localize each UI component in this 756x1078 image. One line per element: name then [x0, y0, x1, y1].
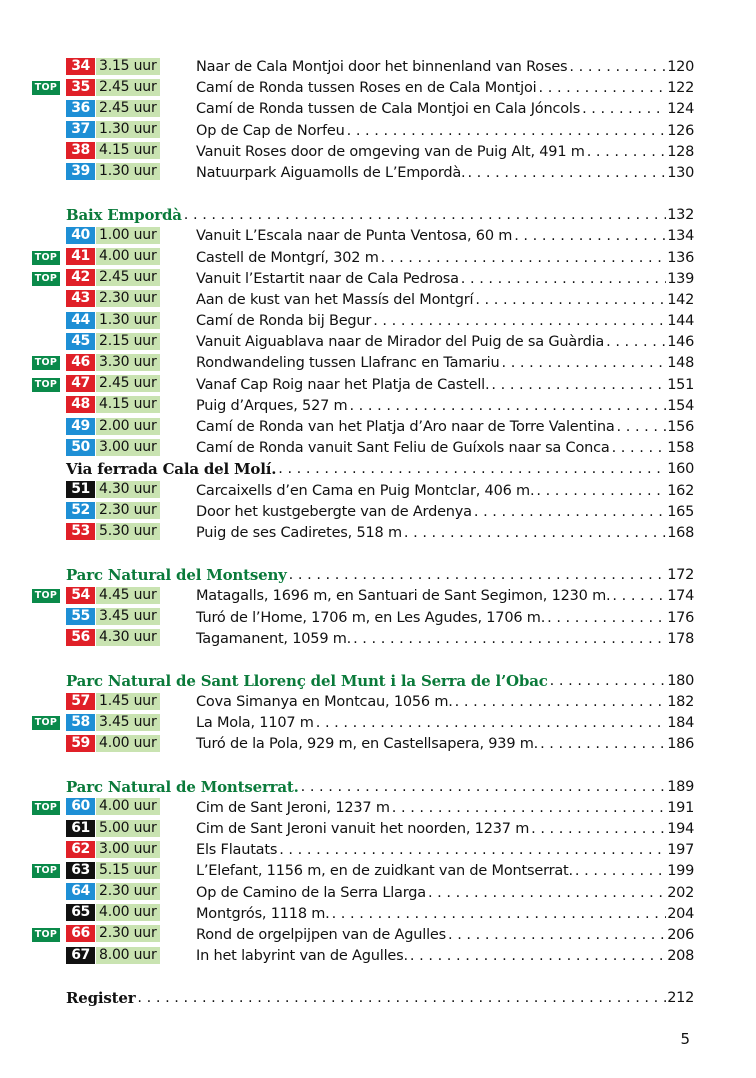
dot-leader — [473, 290, 666, 311]
toc-line — [194, 713, 694, 734]
entry-title: Baix Empordà — [66, 206, 182, 225]
route-duration: 2.00 uur — [96, 418, 160, 435]
entry-page-number: 124 — [667, 101, 694, 118]
entry-title: Camí de Ronda vanuit Sant Feliu de Guíxols naar sa Conca — [196, 440, 610, 457]
entry-page-number: 148 — [667, 355, 694, 372]
toc-line — [194, 904, 694, 925]
entry-title: Aan de kust van het Massís del Montgrí — [196, 291, 474, 308]
route-duration: 2.30 uur — [96, 925, 160, 942]
entry-page-number: 151 — [667, 376, 694, 393]
entry-title: Vanaf Cap Roig naar het Platja de Castell. — [196, 376, 490, 393]
route-duration: 4.15 uur — [96, 396, 160, 413]
toc-route-entry[interactable] — [32, 375, 694, 396]
entry-title: Camí de Ronda bij Begur — [196, 313, 372, 330]
toc-route-entry[interactable] — [32, 629, 694, 650]
toc-line — [194, 798, 694, 819]
route-number-badge: 60 — [66, 798, 95, 815]
entry-page-number: 199 — [667, 863, 694, 880]
dot-leader — [465, 163, 666, 184]
entry-page-number: 128 — [667, 143, 694, 160]
entry-title: Cim de Sant Jeroni vanuit het noorden, 1237 m — [196, 821, 530, 837]
toc-route-entry[interactable] — [32, 734, 694, 755]
route-duration: 2.30 uur — [96, 290, 160, 307]
dot-leader — [379, 248, 666, 269]
route-number-badge: 65 — [66, 904, 95, 921]
toc-route-entry[interactable] — [32, 819, 694, 840]
toc-line — [194, 78, 694, 99]
entry-title: Turó de la Pola, 929 m, en Castellsapera, 939 m. — [196, 736, 539, 753]
route-duration: 3.45 uur — [96, 608, 160, 625]
entry-page-number: 194 — [667, 821, 694, 837]
route-duration: 1.00 uur — [96, 227, 160, 244]
toc-line — [194, 396, 694, 417]
toc-route-entry[interactable] — [32, 142, 694, 163]
route-number-badge: 58 — [66, 714, 95, 731]
toc-line — [194, 353, 694, 374]
top-badge: TOP — [32, 716, 60, 730]
toc-section-heading[interactable] — [32, 205, 694, 226]
toc-route-entry[interactable] — [32, 523, 694, 544]
route-number-badge: 39 — [66, 163, 95, 180]
route-number-badge: 63 — [66, 862, 95, 879]
route-number-badge: 42 — [66, 269, 95, 286]
toc-route-entry[interactable] — [32, 248, 694, 269]
toc-route-entry[interactable] — [32, 608, 694, 629]
toc-route-entry[interactable] — [32, 163, 694, 184]
entry-title: Parc Natural del Montseny — [66, 566, 287, 585]
dot-leader — [299, 777, 666, 798]
route-duration: 1.30 uur — [96, 163, 160, 180]
route-duration: 4.15 uur — [96, 142, 160, 159]
toc-line — [194, 438, 694, 459]
top-badge: TOP — [32, 589, 60, 603]
route-duration: 3.15 uur — [96, 58, 160, 75]
route-duration: 1.30 uur — [96, 121, 160, 138]
entry-page-number: 184 — [667, 715, 694, 732]
route-duration: 4.00 uur — [96, 798, 160, 815]
entry-page-number: 208 — [667, 948, 694, 965]
route-duration: 5.15 uur — [96, 862, 160, 879]
entry-title: Vanuit Aiguablava naar de Mirador del Puig de sa Guàrdia — [196, 334, 605, 351]
dot-leader — [446, 925, 666, 946]
top-badge: TOP — [32, 928, 60, 942]
entry-title: Parc Natural de Sant Llorenç del Munt i la Serra de l’Obac — [66, 671, 548, 690]
toc-line — [194, 311, 694, 332]
dot-leader — [538, 734, 666, 755]
entry-page-number: 126 — [667, 122, 694, 139]
route-duration: 3.45 uur — [96, 714, 160, 731]
toc-route-entry[interactable] — [32, 226, 694, 247]
route-duration: 4.30 uur — [96, 629, 160, 646]
dot-leader — [371, 311, 666, 332]
route-number-badge: 59 — [66, 735, 95, 752]
dot-leader — [347, 396, 666, 417]
route-number-badge: 36 — [66, 100, 95, 117]
entry-title: Els Flautats — [196, 842, 278, 859]
toc-route-entry[interactable] — [32, 290, 694, 311]
route-duration: 4.45 uur — [96, 587, 160, 604]
toc-route-entry[interactable] — [32, 904, 694, 925]
route-number-badge: 43 — [66, 290, 95, 307]
toc-line — [194, 629, 694, 650]
toc-route-entry[interactable] — [32, 502, 694, 523]
entry-title: Tagamanent, 1059 m. — [196, 630, 352, 647]
entry-page-number: 212 — [667, 990, 694, 1007]
entry-page-number: 146 — [667, 334, 694, 351]
entry-title: Montgrós, 1118 m. — [196, 905, 330, 922]
route-number-badge: 64 — [66, 883, 95, 900]
toc-line — [194, 142, 694, 163]
route-duration: 8.00 uur — [96, 947, 160, 964]
dot-leader — [277, 840, 666, 861]
entry-page-number: 176 — [667, 609, 694, 626]
toc-route-entry[interactable] — [32, 269, 694, 290]
toc-line — [194, 819, 694, 840]
toc-route-entry[interactable] — [32, 438, 694, 459]
toc-route-entry[interactable] — [32, 57, 694, 78]
dot-leader — [351, 629, 666, 650]
toc-route-entry[interactable] — [32, 883, 694, 904]
toc-section-heading[interactable] — [32, 671, 694, 692]
top-badge: TOP — [32, 356, 60, 370]
entry-title: Vanuit Roses door de omgeving van de Puig Alt, 491 m — [196, 143, 585, 160]
entry-page-number: 204 — [667, 905, 694, 922]
dot-leader — [537, 78, 666, 99]
entry-title: Rond de orgelpijpen van de Agulles — [196, 926, 446, 943]
top-badge: TOP — [32, 272, 60, 286]
top-badge: TOP — [32, 801, 60, 815]
entry-title: Turó de l’Home, 1706 m, en Les Agudes, 1706 m. — [196, 609, 546, 626]
toc-line — [194, 608, 694, 629]
route-number-badge: 57 — [66, 693, 95, 710]
dot-leader — [330, 904, 666, 925]
dot-leader — [472, 502, 666, 523]
entry-title: Cova Simanya en Montcau, 1056 m. — [196, 694, 453, 711]
dot-leader — [529, 819, 666, 840]
toc-line — [194, 163, 694, 184]
section-spacer — [32, 650, 694, 671]
toc-line — [66, 777, 694, 798]
entry-title: Vanuit l’Estartit naar de Cala Pedrosa — [196, 270, 459, 287]
dot-leader — [585, 142, 666, 163]
entry-title: Vanuit L’Escala naar de Punta Ventosa, 60 m — [196, 228, 513, 245]
route-duration: 1.45 uur — [96, 693, 160, 710]
dot-leader — [610, 586, 666, 607]
entry-title: Op de Cap de Norfeu — [196, 122, 345, 139]
entry-page-number: 139 — [667, 270, 694, 287]
entry-page-number: 154 — [667, 397, 694, 414]
toc-route-entry[interactable] — [32, 99, 694, 120]
dot-leader — [545, 608, 666, 629]
entry-page-number: 158 — [667, 440, 694, 457]
route-duration: 2.45 uur — [96, 100, 160, 117]
entry-title: In het labyrint van de Agulles. — [196, 948, 408, 965]
entry-page-number: 120 — [667, 59, 694, 75]
entry-page-number: 165 — [667, 503, 694, 520]
toc-line — [194, 99, 694, 120]
toc-route-entry[interactable] — [32, 840, 694, 861]
route-duration: 2.30 uur — [96, 883, 160, 900]
entry-title: Parc Natural de Montserrat. — [66, 777, 299, 796]
toc-route-entry[interactable] — [32, 692, 694, 713]
entry-page-number: 160 — [667, 461, 694, 478]
toc-line — [194, 248, 694, 269]
route-duration: 2.30 uur — [96, 502, 160, 519]
entry-page-number: 186 — [667, 736, 694, 753]
toc-line — [194, 57, 694, 78]
entry-title: Camí de Ronda tussen Roses en de Cala Montjoi — [196, 80, 537, 97]
route-number-badge: 50 — [66, 439, 95, 456]
entry-title: Naar de Cala Montjoi door het binnenland van Roses — [196, 59, 568, 75]
dot-leader — [408, 946, 666, 967]
entry-title: Natuurpark Aiguamolls de L’Empordà. — [196, 164, 466, 181]
route-number-badge: 44 — [66, 312, 95, 329]
toc-line — [194, 861, 694, 882]
route-number-badge: 45 — [66, 333, 95, 350]
route-number-badge: 34 — [66, 58, 95, 75]
entry-page-number: 130 — [667, 164, 694, 181]
toc-line — [66, 988, 694, 1009]
dot-leader — [499, 353, 666, 374]
dot-leader — [287, 565, 666, 586]
dot-leader — [402, 523, 666, 544]
section-spacer — [32, 544, 694, 565]
entry-title: Carcaixells d’en Cama en Puig Montclar, 406 m. — [196, 482, 535, 499]
toc-route-entry[interactable] — [32, 353, 694, 374]
route-number-badge: 48 — [66, 396, 95, 413]
route-duration: 4.00 uur — [96, 735, 160, 752]
route-number-badge: 67 — [66, 947, 95, 964]
route-number-badge: 35 — [66, 79, 95, 96]
toc-line — [66, 205, 694, 226]
entry-title: Door het kustgebergte van de Ardenya — [196, 503, 472, 520]
entry-title: Register — [66, 989, 136, 1008]
entry-page-number: 144 — [667, 313, 694, 330]
route-number-badge: 38 — [66, 142, 95, 159]
toc-line — [194, 946, 694, 967]
route-number-badge: 37 — [66, 121, 95, 138]
toc-line — [194, 269, 694, 290]
table-of-contents — [32, 57, 694, 1010]
route-number-badge: 61 — [66, 820, 95, 837]
route-number-badge: 41 — [66, 248, 95, 265]
entry-page-number: 156 — [667, 419, 694, 435]
toc-line — [66, 565, 694, 586]
top-badge: TOP — [32, 81, 60, 95]
entry-page-number: 132 — [667, 207, 694, 224]
toc-route-entry[interactable] — [32, 396, 694, 417]
toc-line — [194, 290, 694, 311]
entry-page-number: 136 — [667, 249, 694, 266]
toc-line — [194, 586, 694, 607]
entry-page-number: 182 — [667, 694, 694, 711]
toc-line — [194, 502, 694, 523]
route-number-badge: 56 — [66, 629, 95, 646]
route-number-badge: 47 — [66, 375, 95, 392]
route-number-badge: 51 — [66, 481, 95, 498]
route-duration: 2.45 uur — [96, 375, 160, 392]
dot-leader — [453, 692, 666, 713]
entry-title: La Mola, 1107 m — [196, 715, 314, 732]
route-number-badge: 49 — [66, 418, 95, 435]
top-badge: TOP — [32, 864, 60, 878]
route-number-badge: 52 — [66, 502, 95, 519]
toc-line — [194, 226, 694, 247]
dot-leader — [390, 798, 666, 819]
entry-page-number: 162 — [667, 482, 694, 499]
entry-title: Rondwandeling tussen Llafranc en Tamariu — [196, 355, 500, 372]
dot-leader — [580, 99, 666, 120]
entry-title: Puig d’Arques, 527 m — [196, 397, 348, 414]
route-number-badge: 66 — [66, 925, 95, 942]
route-duration: 3.30 uur — [96, 354, 160, 371]
entry-title: Op de Camino de la Serra Llarga — [196, 884, 426, 901]
entry-title: Via ferrada Cala del Molí. — [66, 460, 277, 479]
route-duration: 5.00 uur — [96, 820, 160, 837]
route-duration: 5.30 uur — [96, 523, 160, 540]
section-spacer — [32, 756, 694, 777]
toc-route-entry[interactable] — [32, 121, 694, 142]
entry-title: Cim de Sant Jeroni, 1237 m — [196, 799, 390, 816]
dot-leader — [426, 883, 666, 904]
dot-leader — [615, 417, 666, 438]
dot-leader — [459, 269, 666, 290]
toc-subheading[interactable] — [32, 459, 694, 480]
toc-route-entry[interactable] — [32, 332, 694, 353]
toc-line — [66, 671, 694, 692]
dot-leader — [548, 671, 666, 692]
dot-leader — [610, 438, 666, 459]
dot-leader — [276, 459, 666, 480]
entry-title: Castell de Montgrí, 302 m — [196, 249, 379, 266]
toc-line — [194, 734, 694, 755]
dot-leader — [489, 375, 666, 396]
toc-route-entry[interactable] — [32, 78, 694, 99]
toc-route-entry[interactable] — [32, 798, 694, 819]
toc-line — [194, 481, 694, 502]
toc-route-entry[interactable] — [32, 586, 694, 607]
entry-page-number: 122 — [667, 80, 694, 97]
entry-page-number: 197 — [667, 842, 694, 859]
entry-page-number: 142 — [667, 291, 694, 308]
toc-line — [194, 692, 694, 713]
dot-leader — [182, 205, 666, 226]
toc-line — [194, 925, 694, 946]
dot-leader — [573, 861, 666, 882]
toc-route-entry[interactable] — [32, 481, 694, 502]
entry-page-number: 168 — [667, 524, 694, 541]
route-duration: 2.15 uur — [96, 333, 160, 350]
entry-title: Matagalls, 1696 m, en Santuari de Sant Segimon, 1230 m. — [196, 588, 611, 605]
route-duration: 4.30 uur — [96, 481, 160, 498]
route-number-badge: 62 — [66, 841, 95, 858]
dot-leader — [534, 481, 666, 502]
dot-leader — [314, 713, 666, 734]
route-duration: 2.45 uur — [96, 269, 160, 286]
dot-leader — [135, 988, 666, 1009]
dot-leader — [567, 57, 666, 78]
entry-page-number: 191 — [667, 799, 694, 816]
entry-title: Puig de ses Cadiretes, 518 m — [196, 524, 402, 541]
entry-page-number: 202 — [667, 884, 694, 901]
toc-route-entry[interactable] — [32, 713, 694, 734]
dot-leader — [512, 226, 666, 247]
entry-title: Camí de Ronda tussen de Cala Montjoi en Cala Jóncols — [196, 101, 581, 118]
toc-line — [194, 523, 694, 544]
route-duration: 2.45 uur — [96, 79, 160, 96]
route-number-badge: 55 — [66, 608, 95, 625]
entry-page-number: 134 — [667, 228, 694, 245]
top-badge: TOP — [32, 378, 60, 392]
route-duration: 3.00 uur — [96, 841, 160, 858]
route-number-badge: 46 — [66, 354, 95, 371]
top-badge: TOP — [32, 251, 60, 265]
toc-line — [194, 332, 694, 353]
section-spacer — [32, 184, 694, 205]
route-number-badge: 40 — [66, 227, 95, 244]
dot-leader — [345, 121, 666, 142]
section-spacer — [32, 967, 694, 988]
toc-route-entry[interactable] — [32, 946, 694, 967]
route-duration: 3.00 uur — [96, 439, 160, 456]
dot-leader — [604, 332, 666, 353]
route-duration: 4.00 uur — [96, 248, 160, 265]
entry-page-number: 206 — [667, 926, 694, 943]
entry-title: L’Elefant, 1156 m, en de zuidkant van de Montserrat. — [196, 863, 573, 880]
toc-section-heading[interactable] — [32, 565, 694, 586]
toc-line — [194, 375, 694, 396]
entry-title: Camí de Ronda van het Platja d’Aro naar de Torre Valentina — [196, 419, 615, 435]
toc-line — [66, 459, 694, 480]
toc-route-entry[interactable] — [32, 311, 694, 332]
entry-page-number: 172 — [667, 567, 694, 584]
toc-route-entry[interactable] — [32, 925, 694, 946]
toc-line — [194, 883, 694, 904]
entry-page-number: 189 — [667, 778, 694, 795]
toc-section-heading[interactable] — [32, 777, 694, 798]
route-number-badge: 53 — [66, 523, 95, 540]
entry-page-number: 178 — [667, 630, 694, 647]
route-duration: 4.00 uur — [96, 904, 160, 921]
toc-line — [194, 840, 694, 861]
entry-page-number: 180 — [667, 672, 694, 689]
toc-line — [194, 121, 694, 142]
toc-route-entry[interactable] — [32, 417, 694, 438]
entry-page-number: 174 — [667, 588, 694, 605]
toc-route-entry[interactable] — [32, 861, 694, 882]
page-number: 5 — [680, 1030, 690, 1048]
toc-line — [194, 417, 694, 438]
route-duration: 1.30 uur — [96, 312, 160, 329]
toc-subheading[interactable] — [32, 988, 694, 1009]
route-number-badge: 54 — [66, 587, 95, 604]
